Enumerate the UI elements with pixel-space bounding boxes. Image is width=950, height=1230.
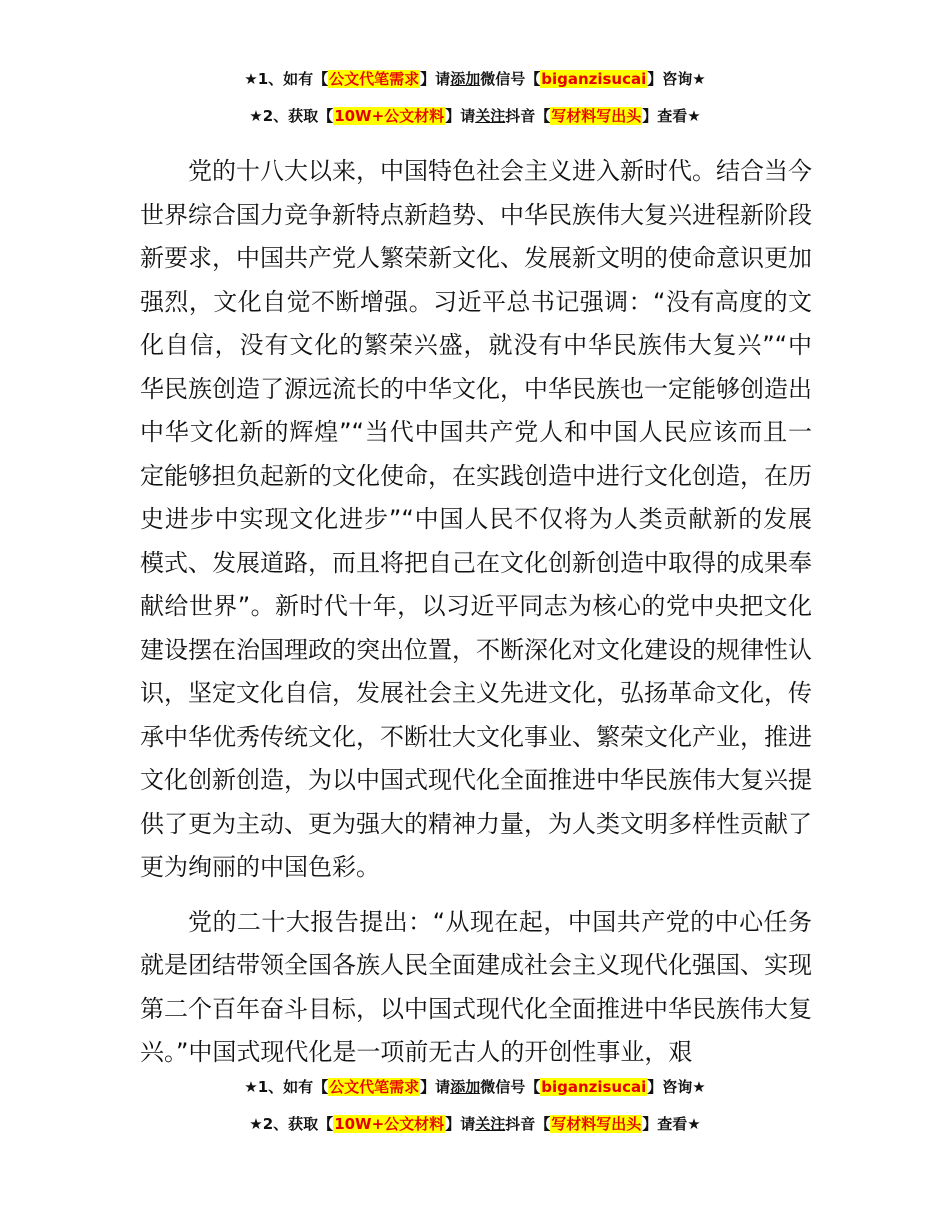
banner-highlight-douyin-id: 写材料写出头 xyxy=(551,1115,642,1133)
banner-prefix: ★2、获取【 xyxy=(249,107,334,125)
document-body xyxy=(140,150,812,1075)
footer-banner-douyin xyxy=(0,1113,950,1135)
banner-text: 抖音【 xyxy=(505,1115,551,1133)
banner-text: 】请 xyxy=(420,70,451,88)
banner-highlight-service: 公文代笔需求 xyxy=(329,70,420,88)
header-banner-douyin xyxy=(0,105,950,127)
banner-prefix: ★1、如有【 xyxy=(244,70,329,88)
banner-suffix: 】查看★ xyxy=(642,1115,701,1133)
footer-banner-wechat xyxy=(0,1076,950,1098)
banner-suffix: 】咨询★ xyxy=(647,1078,706,1096)
banner-text: 抖音【 xyxy=(505,107,551,125)
body-paragraph-2: 党的二十大报告提出：“从现在起，中国共产党的中心任务就是团结带领全国各族人民全面建成社会主义现代化强国、实现第二个百年奋斗目标，以中国式现代化全面推进中华民族伟大复兴。”中国式现代化是一项前无古人的开创性事业，艰 xyxy=(140,907,812,1066)
banner-text: 微信号【 xyxy=(480,70,541,88)
banner-prefix: ★1、如有【 xyxy=(244,1078,329,1096)
banner-prefix: ★2、获取【 xyxy=(249,1115,334,1133)
banner-highlight-wechat-id: biganzisucai xyxy=(541,70,647,88)
banner-suffix: 】咨询★ xyxy=(647,70,706,88)
banner-text: 】请 xyxy=(420,1078,451,1096)
banner-highlight-douyin-id: 写材料写出头 xyxy=(551,107,642,125)
banner-text: 微信号【 xyxy=(480,1078,541,1096)
banner-highlight-materials: 10W+公文材料 xyxy=(334,1115,445,1133)
body-paragraph-1: 党的十八大以来，中国特色社会主义进入新时代。结合当今世界综合国力竞争新特点新趋势、中华民族伟大复兴进程新阶段新要求，中国共产党人繁荣新文化、发展新文明的使命意识更加强烈，文化自觉不断增强。习近平总书记强调：“没有高度的文化自信，没有文化的繁荣兴盛，就没有中华民族伟大复兴”“中华民族创造了源远流长的中华文化，中华民族也一定能够创造出中华文化新的辉煌”“当代中国共产党人和中国人民应该而且一定能够担负起新的文化使命，在实践创造中进行文化创造，在历史进步中实现文化进步”“中国人民不仅将为人类贡献新的发展模式、发展道路，而且将把自己在文化创新创造中取得的成果奉献给世界”。新时代十年，以习近平同志为核心的党中央把文化建设摆在治国理政的突出位置，不断深化对文化建设的规律性认识，坚定文化自信，发展社会主义先进文化，弘扬革命文化，传承中华优秀传统文化，不断壮大文化事业、繁荣文化产业，推进文化创新创造，为以中国式现代化全面推进中华民族伟大复兴提供了更为主动、更为强大的精神力量，为人类文明多样性贡献了更为绚丽的中国色彩。 xyxy=(140,157,812,881)
banner-highlight-service: 公文代笔需求 xyxy=(329,1078,420,1096)
banner-underlined-word: 添加 xyxy=(450,70,481,88)
banner-underlined-word: 关注 xyxy=(475,1115,506,1133)
banner-suffix: 】查看★ xyxy=(642,107,701,125)
banner-text: 】请 xyxy=(445,107,476,125)
banner-underlined-word: 关注 xyxy=(475,107,506,125)
banner-text: 】请 xyxy=(445,1115,476,1133)
banner-highlight-wechat-id: biganzisucai xyxy=(541,1078,647,1096)
header-banner-wechat xyxy=(0,68,950,90)
banner-underlined-word: 添加 xyxy=(450,1078,481,1096)
banner-highlight-materials: 10W+公文材料 xyxy=(334,107,445,125)
